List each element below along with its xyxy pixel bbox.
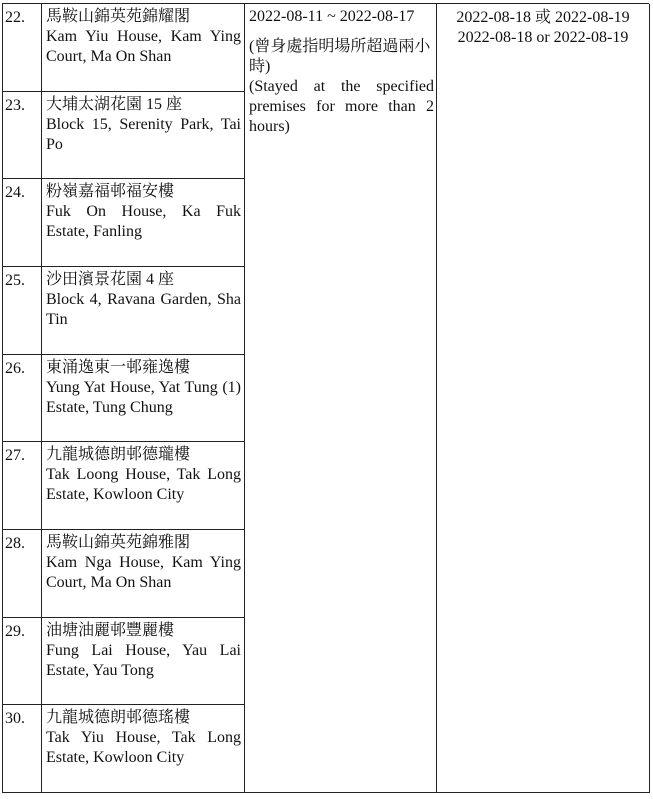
premises-name-en: Kam Yiu House, Kam Ying Court, Ma On Shan xyxy=(46,28,241,65)
premises-name-en: Yung Yat House, Yat Tung (1) Estate, Tung Chung xyxy=(46,378,241,416)
premises-name-en: Block 4, Ravana Garden, Sha Tin xyxy=(46,290,241,328)
notify-date-en: 2022-08-18 or 2022-08-19 xyxy=(457,29,629,46)
premises-name-zh: 東涌逸東一邨雍逸樓 xyxy=(46,358,191,376)
premises-name-zh: 粉嶺嘉福邨福安樓 xyxy=(46,183,175,201)
notify-date-zh: 2022-08-18 或 2022-08-19 xyxy=(456,9,630,26)
premises-name-zh: 沙田濱景花園 4 座 xyxy=(46,270,175,288)
row-number: 22. xyxy=(3,4,42,92)
period-range: 2022-08-11 ~ 2022-08-17 xyxy=(249,8,415,25)
premises-name-en: Kam Nga House, Kam Ying Court, Ma On Shan xyxy=(46,553,241,591)
premises-name-zh: 九龍城德朗邨德瓏樓 xyxy=(46,446,191,464)
notify-cell xyxy=(437,4,650,793)
premises-name-en: Fuk On House, Ka Fuk Estate, Fanling xyxy=(46,203,241,241)
row-number: 25. xyxy=(3,267,42,355)
premises-name-en: Fung Lai House, Yau Lai Estate, Yau Tong xyxy=(46,641,241,679)
premises-name-zh: 馬鞍山錦英苑錦耀閣 xyxy=(46,8,191,25)
period-note-zh: (曾身處指明場所超過兩小時) xyxy=(249,38,431,75)
premises-cell xyxy=(42,530,245,618)
premises-cell xyxy=(42,4,245,92)
premises-cell xyxy=(42,618,245,706)
premises-name-en: Tak Loong House, Tak Long Estate, Kowloon City xyxy=(46,466,241,504)
premises-name-en: Block 15, Serenity Park, Tai Po xyxy=(46,115,241,153)
premises-cell xyxy=(42,92,245,180)
premises-name-zh: 九龍城德朗邨德瑤樓 xyxy=(46,709,191,727)
row-number: 24. xyxy=(3,179,42,267)
row-number: 26. xyxy=(3,355,42,443)
row-number: 27. xyxy=(3,442,42,530)
row-number: 28. xyxy=(3,530,42,618)
premises-cell xyxy=(42,179,245,267)
premises-name-en: Tak Yiu House, Tak Long Estate, Kowloon City xyxy=(46,729,241,767)
premises-cell xyxy=(42,705,245,793)
period-note-en: (Stayed at the specified premises for more than 2 hours) xyxy=(249,78,434,135)
premises-cell xyxy=(42,267,245,355)
premises-name-zh: 大埔太湖花園 15 座 xyxy=(46,95,183,113)
premises-cell xyxy=(42,355,245,443)
premises-cell xyxy=(42,442,245,530)
row-number: 23. xyxy=(3,92,42,180)
period-cell xyxy=(245,4,437,793)
premises-name-zh: 油塘油麗邨豐麗樓 xyxy=(46,621,175,639)
premises-table xyxy=(2,3,649,793)
premises-name-zh: 馬鞍山錦英苑錦雅閣 xyxy=(46,533,191,551)
row-number: 29. xyxy=(3,618,42,706)
row-number: 30. xyxy=(3,705,42,793)
